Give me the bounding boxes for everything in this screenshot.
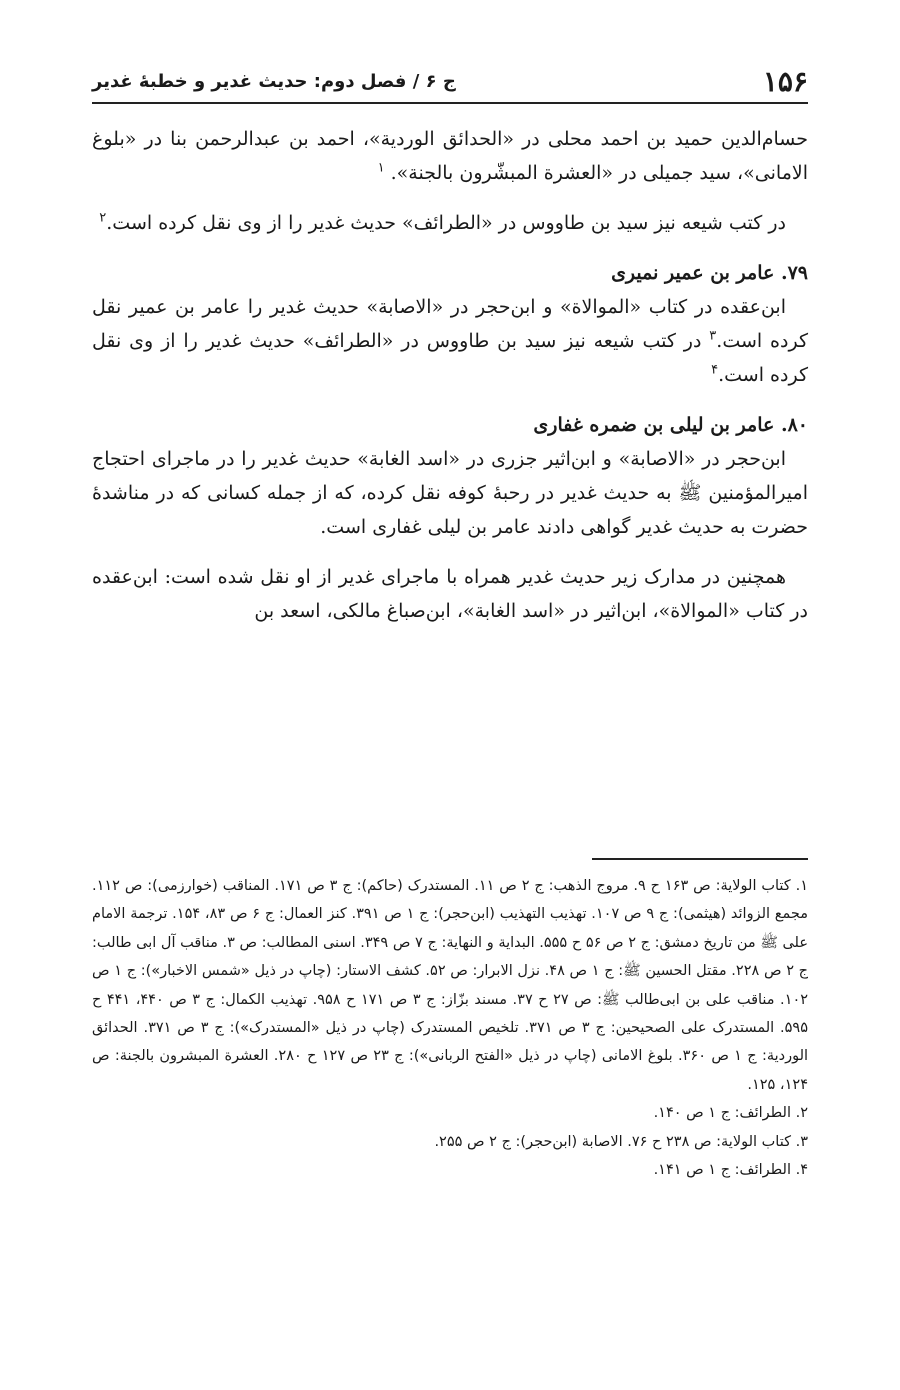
page-header	[92, 62, 808, 104]
paragraph-text: حسام‌الدین حمید بن احمد محلی در «الحدائق الوردیة»، احمد بن عبدالرحمن بنا در «بلوغ الامانی»، سید جمیلی در «العشرة المبشّرون بالجنة».	[92, 128, 808, 184]
paragraph-text: ابن‌عقده در کتاب «الموالاة» و ابن‌حجر در «الاصابة» حدیث غدیر را عامر بن عمیر نقل کرده است.	[92, 296, 808, 352]
footnote-ref: ۳	[709, 328, 717, 344]
paragraph-text: در کتب شیعه نیز سید بن طاووس در «الطرائف» حدیث غدیر را از وی نقل کرده است.	[106, 212, 786, 234]
footnote: ۱. کتاب الولایة: ص ۱۶۳ ح ۹. مروج الذهب: ج ۲ ص ۱۱. المستدرک (حاکم): ج ۳ ص ۱۷۱. المناقب (خوارزمی): ص ۱۱۲. مجمع الزوائد (هیثمی): ج ۹ ص ۱۰۷. تهذیب التهذیب (ابن‌حجر): ج ۱ ص ۳۹۱. کنز العمال: ج ۶ ص ۸۳، ۱۵۴. ترجمة الامام علی ﷺ من تاریخ دمشق: ج ۲ ص ۵۶ ح ۵۵۵. البدایة و النهایة: ج ۷ ص ۳۴۹. اسنی المطالب: ص ۳. مناقب آل ابی طالب: ج ۲ ص ۲۲۸. مقتل الحسین ﷺ: ج ۱ ص ۴۸. نزل الابرار: ص ۵۲. کشف الاستار: (چاپ در ذیل «شمس الاخبار»): ج ۱ ص ۱۰۲. مناقب علی بن ابی‌طالب ﷺ: ص ۲۷ ح ۳۷. مسند بزّاز: ج ۳ ص ۱۷۱ ح ۹۵۸. تهذیب الکمال: ج ۳ ص ۴۴۰، ۴۴۱ ح ۵۹۵. المستدرک علی الصحیحین: ج ۳ ص ۳۷۱. تلخیص المستدرک (چاپ در ذیل «المستدرک»): ج ۳ ص ۳۷۱. الحدائق الوردیة: ج ۱ ص ۳۶۰. بلوغ الامانی (چاپ در ذیل «الفتح الربانی»): ج ۲۳ ص ۱۲۷ ح ۲۸۰. العشرة المبشرون بالجنة: ص ۱۲۴، ۱۲۵.	[92, 878, 809, 1093]
footnote: ۴. الطرائف: ج ۱ ص ۱۴۱.	[653, 1162, 808, 1179]
paragraph-text: در کتب شیعه نیز سید بن طاووس در «الطرائف» حدیث غدیر را از وی نقل کرده است.	[92, 330, 808, 386]
paragraph: ابن‌حجر در «الاصابة» و ابن‌اثیر جزری در «اسد الغابة» حدیث غدیر را در ماجرای احتجاج امیرالمؤمنین ﷺ به حدیث غدیر در رحبهٔ کوفه نقل کرده، که از جمله کسانی که در مناشدهٔ حضرت به حدیث غدیر گواهی دادند عامر بن لیلی غفاری است.	[92, 448, 808, 538]
footnote-ref: ۲	[99, 210, 107, 226]
footnotes	[92, 872, 808, 1184]
paragraph	[92, 206, 808, 240]
page-number: ۱۵۶	[762, 65, 808, 98]
page	[92, 62, 808, 644]
running-title: ج ۶ / فصل دوم: حدیث غدیر و خطبهٔ غدیر	[92, 71, 456, 92]
body-text	[92, 122, 808, 628]
entry-heading: ۸۰. عامر بن لیلی بن ضمره غفاری	[533, 414, 808, 436]
footnote-ref: ۴	[711, 362, 719, 378]
footnote-divider	[592, 858, 808, 860]
footnote-ref: ۱	[377, 160, 385, 176]
paragraph	[92, 290, 808, 392]
footnote: ۲. الطرائف: ج ۱ ص ۱۴۰.	[653, 1105, 808, 1122]
entry-heading: ۷۹. عامر بن عمیر نمیری	[611, 262, 808, 284]
paragraph: همچنین در مدارک زیر حدیث غدیر همراه با ماجرای غدیر از او نقل شده است: ابن‌عقده در کتاب «الموالاة»، ابن‌اثیر در «اسد الغابة»، ابن‌صباغ مالکی، اسعد بن	[92, 566, 808, 622]
footnote: ۳. کتاب الولایة: ص ۲۳۸ ح ۷۶. الاصابة (ابن‌حجر): ج ۲ ص ۲۵۵.	[434, 1133, 808, 1150]
paragraph	[92, 122, 808, 190]
